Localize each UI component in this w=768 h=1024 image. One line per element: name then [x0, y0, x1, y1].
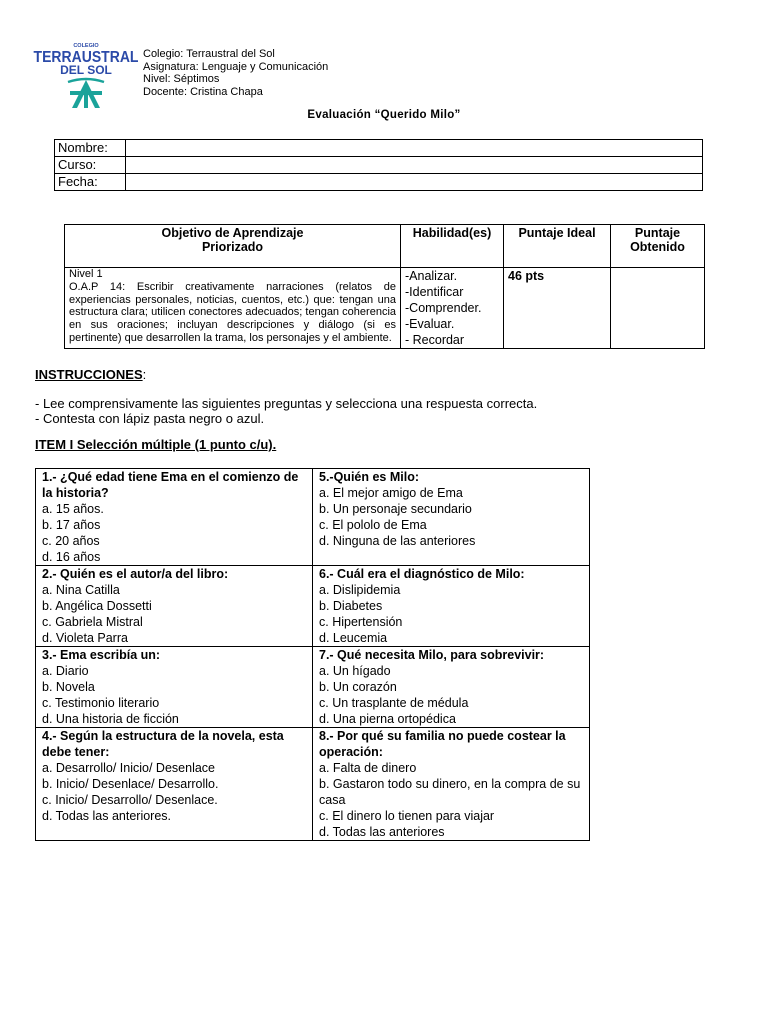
question-text: 4.- Según la estructura de la novela, esta debe tener: [42, 729, 284, 759]
answer-option[interactable]: d. Una pierna ortopédica [319, 712, 456, 726]
answer-option[interactable]: b. Novela [42, 680, 95, 694]
answer-option[interactable]: a. El mejor amigo de Ema [319, 486, 463, 500]
questions-table [35, 468, 590, 841]
objective-header [65, 225, 401, 268]
question-text: 3.- Ema escribía un: [42, 648, 161, 662]
skill-item: -Evaluar. [405, 317, 455, 331]
answer-option[interactable]: c. Gabriela Mistral [42, 615, 143, 629]
answer-option[interactable]: a. 15 años. [42, 502, 104, 516]
question-text: 1.- ¿Qué edad tiene Ema en el comienzo de la historia? [42, 470, 299, 500]
school-logo [33, 40, 139, 110]
table-header-row [65, 225, 705, 268]
instructions-list [35, 396, 537, 426]
answer-option[interactable]: b. Un personaje secundario [319, 502, 472, 516]
answer-option[interactable]: d. Una historia de ficción [42, 712, 179, 726]
answer-option[interactable]: c. El pololo de Ema [319, 518, 427, 532]
answer-option[interactable]: b. Diabetes [319, 599, 383, 613]
table-row [55, 140, 703, 157]
obtained-score-header [611, 225, 705, 268]
instructions-title: INSTRUCCIONES [35, 367, 143, 382]
question-text: 8.- Por qué su familia no puede costear la operación: [319, 729, 566, 759]
student-info-table [54, 139, 703, 191]
logo-name-line1: TERRAUSTRAL [33, 47, 139, 67]
name-field[interactable] [126, 140, 703, 157]
question-cell [36, 647, 313, 728]
school-logo-graphic [33, 40, 139, 110]
objective-text: O.A.P 14: Escribir creativamente narraciones (relatos de experiencias personales, noticias, cuentos, etc.) que: tengan una estructura clara; utilicen conectores adecuados; tengan coherencia en sus oraciones; incluyan descripciones y diálogo (si es pertinente) que desarrollen la trama, los personajes y el ambiente. [69, 280, 396, 344]
answer-option[interactable]: c. Testimonio literario [42, 696, 160, 710]
obtained-score-field[interactable] [611, 268, 705, 349]
question-cell [313, 566, 590, 647]
answer-option[interactable]: a. Diario [42, 664, 89, 678]
answer-option[interactable]: d. Violeta Parra [42, 631, 128, 645]
school-info-line: Colegio: Terraustral del Sol [143, 48, 275, 60]
date-label: Fecha: [55, 174, 126, 191]
answer-option[interactable]: a. Desarrollo/ Inicio/ Desenlace [42, 761, 215, 775]
answer-option[interactable]: b. Gastaron todo su dinero, en la compra de su casa [319, 777, 581, 807]
skills-header: Habilidad(es) [401, 225, 504, 268]
answer-option[interactable]: d. Todas las anteriores. [42, 809, 172, 823]
table-row [36, 647, 590, 728]
question-text: 2.- Quién es el autor/a del libro: [42, 567, 229, 581]
table-row [55, 157, 703, 174]
table-row [36, 566, 590, 647]
school-info-line: Asignatura: Lenguaje y Comunicación [143, 60, 329, 73]
skill-item: -Comprender. [405, 301, 482, 315]
answer-option[interactable]: c. Hipertensión [319, 615, 403, 629]
instructions-heading [35, 367, 146, 382]
obtained-header-line1: Puntaje [634, 226, 681, 240]
answer-option[interactable]: d. Ninguna de las anteriores [319, 534, 476, 548]
course-field[interactable] [126, 157, 703, 174]
school-info-line: Docente: Cristina Chapa [143, 85, 263, 98]
school-info-line: Nivel: Séptimos [143, 73, 220, 85]
question-text: 5.-Quién es Milo: [319, 470, 420, 484]
table-row [55, 174, 703, 191]
answer-option[interactable]: c. Inicio/ Desarrollo/ Desenlace. [42, 793, 218, 807]
answer-option[interactable]: b. Inicio/ Desenlace/ Desarrollo. [42, 777, 219, 791]
question-text: 6.- Cuál era el diagnóstico de Milo: [319, 567, 525, 581]
logo-stem-icon [84, 84, 88, 108]
answer-option[interactable]: a. Falta de dinero [319, 761, 417, 775]
item-heading: ITEM I Selección múltiple (1 punto c/u). [35, 437, 277, 452]
objective-header-line2: Priorizado [201, 240, 264, 254]
question-cell [313, 647, 590, 728]
question-cell [36, 566, 313, 647]
answer-option[interactable]: b. Un corazón [319, 680, 397, 694]
answer-option[interactable]: a. Nina Catilla [42, 583, 120, 597]
course-label: Curso: [55, 157, 126, 174]
objective-cell [65, 268, 401, 349]
logo-name-line2: DEL SOL [60, 63, 112, 77]
skills-cell [401, 268, 504, 349]
objective-level: Nivel 1 [69, 268, 103, 280]
ideal-score-header: Puntaje Ideal [504, 225, 611, 268]
table-row [65, 268, 705, 349]
objective-table [64, 224, 705, 349]
answer-option[interactable]: c. El dinero lo tienen para viajar [319, 809, 495, 823]
question-cell [36, 469, 313, 566]
school-info [143, 48, 328, 98]
page-title: Evaluación “Querido Milo” [307, 109, 461, 121]
instruction-line: - Lee comprensivamente las siguientes preguntas y selecciona una respuesta correcta. [35, 396, 538, 411]
question-cell [313, 469, 590, 566]
answer-option[interactable]: a. Un hígado [319, 664, 391, 678]
question-text: 7.- Qué necesita Milo, para sobrevivir: [319, 648, 545, 662]
skill-item: -Identificar [405, 285, 464, 299]
table-row [36, 728, 590, 841]
question-cell [36, 728, 313, 841]
date-field[interactable] [126, 174, 703, 191]
ideal-score-value: 46 pts [504, 268, 611, 349]
skill-item: -Analizar. [405, 269, 458, 283]
answer-option[interactable]: a. Dislipidemia [319, 583, 401, 597]
objective-header-line1: Objetivo de Aprendizaje [161, 226, 304, 240]
answer-option[interactable]: b. 17 años [42, 518, 101, 532]
obtained-header-line2: Obtenido [630, 240, 685, 254]
answer-option[interactable]: d. Leucemia [319, 631, 388, 645]
question-cell [313, 728, 590, 841]
answer-option[interactable]: b. Angélica Dossetti [42, 599, 152, 613]
answer-option[interactable]: c. 20 años [42, 534, 100, 548]
table-row [36, 469, 590, 566]
instruction-line: - Contesta con lápiz pasta negro o azul. [35, 411, 265, 426]
logo-top-text: COLEGIO [73, 43, 99, 49]
answer-option[interactable]: d. Todas las anteriores [319, 825, 445, 839]
name-label: Nombre: [55, 140, 126, 157]
instructions-colon: : [142, 367, 147, 382]
answer-option[interactable]: c. Un trasplante de médula [319, 696, 469, 710]
skill-item: - Recordar [405, 333, 465, 347]
answer-option[interactable]: d. 16 años [42, 550, 101, 564]
